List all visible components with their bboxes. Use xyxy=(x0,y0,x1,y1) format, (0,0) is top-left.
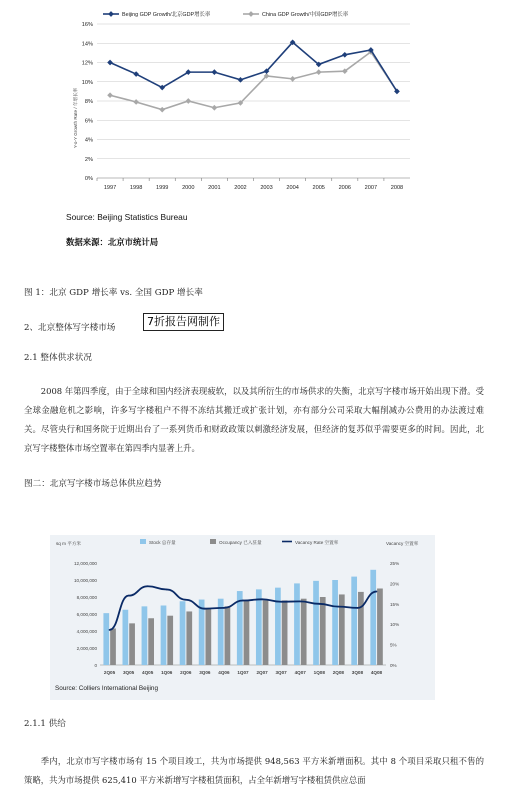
chart1-point xyxy=(212,105,218,111)
chart1-x-tick: 2008 xyxy=(390,185,404,191)
chart1-y-tick: 12% xyxy=(81,60,93,67)
chart2-bars xyxy=(103,570,382,665)
chart1-legend-label: China GDP Growth/中国GDP增长率 xyxy=(262,12,349,18)
chart1-legend-marker xyxy=(108,11,114,17)
chart2-y2-tick: 15% xyxy=(390,601,400,607)
chart2-y-tick: 4,000,000 xyxy=(76,629,97,634)
chart1-y-tick: 0% xyxy=(84,176,93,182)
chart2-occupancy-bar xyxy=(377,589,383,666)
chart2-stock-bar xyxy=(122,610,128,665)
chart2-vacancy-point xyxy=(318,603,320,605)
chart1-legend-marker xyxy=(248,11,254,17)
chart1-source-en: Source: Beijing Statistics Bureau xyxy=(66,212,188,222)
chart2-y2-tick: 10% xyxy=(390,622,400,628)
chart2-vacancy-point xyxy=(242,600,244,602)
chart2-stock-bar xyxy=(275,588,281,665)
chart2-y-tick: 0 xyxy=(94,663,97,668)
chart1-y-tick: 4% xyxy=(84,137,93,144)
chart1-x-tick-labels xyxy=(104,185,403,191)
chart2-right-tick-labels xyxy=(390,561,399,668)
chart2-y-tick: 8,000,000 xyxy=(76,595,97,600)
chart2-y-tick: 12,000,000 xyxy=(74,561,97,566)
chart2-stock-bar xyxy=(313,581,319,665)
chart2-x-tick: 3Q05 xyxy=(122,670,135,675)
chart2-x-tick: 4Q06 xyxy=(218,670,230,675)
chart2-vacancy-point xyxy=(166,589,168,591)
chart2-vacancy-point xyxy=(223,607,225,609)
chart1-series-line xyxy=(110,42,397,91)
chart2-left-axis-label: sq m 平方米 xyxy=(56,541,82,546)
watermark-stamp: 7折报告网制作 xyxy=(143,313,224,331)
chart2-source: Source: Colliers International Beijing xyxy=(55,685,159,692)
chart1-legend xyxy=(103,10,349,18)
chart2-x-tick-labels xyxy=(104,670,383,675)
chart2-occupancy-bar xyxy=(301,599,307,665)
chart2-y-tick: 6,000,000 xyxy=(76,612,97,617)
chart2-occupancy-bar xyxy=(263,600,269,665)
chart1-point xyxy=(133,99,139,105)
chart2-legend xyxy=(140,539,339,546)
chart2-y-tick: 10,000,000 xyxy=(74,578,97,583)
chart1-y-tick: 6% xyxy=(84,118,93,125)
chart2-occupancy-bar xyxy=(148,618,154,665)
chart2-y2-tick: 25% xyxy=(390,561,400,566)
section-heading-2: 2、北京整体写字楼市场 xyxy=(24,323,116,333)
chart2-occupancy-bar xyxy=(167,616,173,665)
paragraph-supply: 季内，北京市写字楼市场有 15 个项目竣工，共为市场提供 948,563 平方米新增面积。其中 8 个项目采取只租不售的策略，共为市场提供 625,410 平方米新增写字楼租赁面积，占全年新增写字楼租赁供应总面 xyxy=(24,756,484,785)
chart2-x-tick: 4Q05 xyxy=(142,670,154,675)
chart2-stock-bar xyxy=(180,601,186,665)
chart1-x-tick: 2002 xyxy=(234,185,247,191)
chart1-point xyxy=(107,92,113,98)
chart2-y2-tick: 0% xyxy=(390,663,397,668)
office-supply-combo-chart xyxy=(50,535,435,685)
chart2-occupancy-bar xyxy=(129,623,135,665)
chart2-x-tick: 2Q06 xyxy=(180,670,192,675)
chart2-occupancy-bar xyxy=(339,594,345,665)
chart2-x-tick: 3Q08 xyxy=(351,670,364,675)
chart2-legend-label: Stock 总存量 xyxy=(149,540,176,545)
chart1-y-tick: 8% xyxy=(84,99,93,105)
chart2-vacancy-point xyxy=(261,598,263,600)
chart1-point xyxy=(185,98,191,104)
chart1-x-tick: 2001 xyxy=(208,185,221,191)
chart1-x-tick: 1997 xyxy=(103,185,117,191)
chart1-point xyxy=(159,107,165,113)
chart2-x-tick: 2Q05 xyxy=(103,670,116,675)
chart2-vacancy-point xyxy=(185,599,187,601)
chart2-occupancy-bar xyxy=(186,611,192,665)
chart2-occupancy-bar xyxy=(282,600,288,665)
chart2-x-tick: 4Q08 xyxy=(370,670,383,675)
section-heading-2-1: 2.1 整体供求状况 xyxy=(24,353,92,363)
chart2-right-axis-label: Vacancy 空置率 xyxy=(386,541,419,546)
chart1-point xyxy=(212,69,218,75)
section-heading-2-1-1: 2.1.1 供给 xyxy=(24,719,66,729)
chart2-legend-swatch xyxy=(140,539,146,544)
chart2-stock-bar xyxy=(332,580,338,665)
chart1-x-tick: 2000 xyxy=(182,185,195,191)
gdp-growth-line-chart xyxy=(55,6,420,206)
chart2-vacancy-point xyxy=(204,608,206,610)
chart2-y-tick: 2,000,000 xyxy=(76,646,97,651)
chart1-y-tick: 2% xyxy=(84,156,93,163)
chart1-y-axis-label: Y-o-Y Growth Rate / 年增长率 xyxy=(73,87,78,149)
chart2-x-tick: 3Q07 xyxy=(275,670,287,675)
chart1-x-tick: 2003 xyxy=(260,185,273,191)
chart2-legend-label: Occupancy 已入驻量 xyxy=(219,540,262,545)
chart2-vacancy-point xyxy=(109,629,111,631)
chart2-x-tick: 4Q07 xyxy=(294,670,306,675)
chart2-x-tick: 2Q08 xyxy=(332,670,344,675)
chart2-y2-tick: 5% xyxy=(390,642,397,648)
chart2-stock-bar xyxy=(370,570,376,665)
figure2-caption: 图二：北京写字楼市场总体供应趋势 xyxy=(24,479,162,489)
chart2-vacancy-point xyxy=(337,606,339,608)
chart2-stock-bar xyxy=(256,589,262,665)
chart2-vacancy-point xyxy=(376,591,378,593)
chart2-x-tick: 3Q06 xyxy=(199,670,211,675)
chart1-legend-label: Beijing GDP Growth/北京GDP增长率 xyxy=(122,12,211,18)
chart1-y-tick: 10% xyxy=(81,79,93,86)
chart2-occupancy-bar xyxy=(225,606,231,665)
chart1-x-tick: 1999 xyxy=(155,185,169,191)
chart1-y-tick: 14% xyxy=(81,41,93,48)
chart1-point xyxy=(342,52,348,58)
paragraph-supply-demand: 2008 年第四季度，由于全球和国内经济表现疲软，以及其所衍生的市场供求的失衡，北京写字楼市场开始出现下滑。受全球金融危机之影响，许多写字楼租户不得不冻结其搬迁或扩张计划，亦有部分公司采取大幅削减办公费用的办法渡过难关。尽管央行和国务院于近期出台了一系列货币和财政政策以刺激经济发展，但经济的复苏似乎需要更多的时间。因此，北京写字楼整体市场空置率在第四季内显著上升。 xyxy=(24,386,484,453)
chart2-x-tick: 1Q06 xyxy=(161,670,173,675)
chart1-x-tick: 1998 xyxy=(129,185,143,191)
chart2-occupancy-bar xyxy=(110,628,116,665)
figure1-caption: 图 1：北京 GDP 增长率 vs. 全国 GDP 增长率 xyxy=(24,288,203,298)
chart1-point xyxy=(316,69,322,75)
chart1-source-cn: 数据来源：北京市统计局 xyxy=(66,237,159,247)
chart1-point xyxy=(107,60,113,66)
chart2-occupancy-bar xyxy=(205,608,211,665)
chart2-x-tick: 2Q07 xyxy=(256,670,268,675)
chart1-x-tick: 2006 xyxy=(338,185,352,191)
chart2-stock-bar xyxy=(294,583,300,665)
chart2-vacancy-point xyxy=(299,600,301,602)
chart2-vacancy-point xyxy=(357,607,359,609)
chart2-vacancy-point xyxy=(147,585,149,587)
chart2-stock-bar xyxy=(351,577,357,665)
chart2-y2-tick: 20% xyxy=(390,581,400,587)
chart1-series-lines xyxy=(107,39,400,112)
chart2-stock-bar xyxy=(161,606,167,666)
chart1-x-tick: 2005 xyxy=(312,185,325,191)
chart1-y-tick-labels xyxy=(82,22,93,182)
chart2-vacancy-point xyxy=(128,595,130,597)
chart2-legend-swatch xyxy=(210,539,216,544)
chart2-vacancy-point xyxy=(280,601,282,603)
chart1-x-tick: 2007 xyxy=(364,185,378,191)
chart2-occupancy-bar xyxy=(358,592,364,665)
chart1-point xyxy=(133,71,139,77)
chart2-legend-label: Vacancy Rate 空置率 xyxy=(295,540,339,545)
chart1-point xyxy=(290,76,296,82)
chart2-occupancy-bar xyxy=(320,597,326,665)
chart2-stock-bar xyxy=(103,613,109,665)
chart1-gridlines xyxy=(97,24,410,181)
chart2-x-tick: 1Q07 xyxy=(237,670,249,675)
chart2-x-tick: 1Q08 xyxy=(313,670,325,675)
chart2-occupancy-bar xyxy=(244,600,250,665)
chart1-x-tick: 2004 xyxy=(286,185,299,191)
chart1-y-tick: 16% xyxy=(81,22,93,28)
chart2-stock-bar xyxy=(142,606,148,665)
